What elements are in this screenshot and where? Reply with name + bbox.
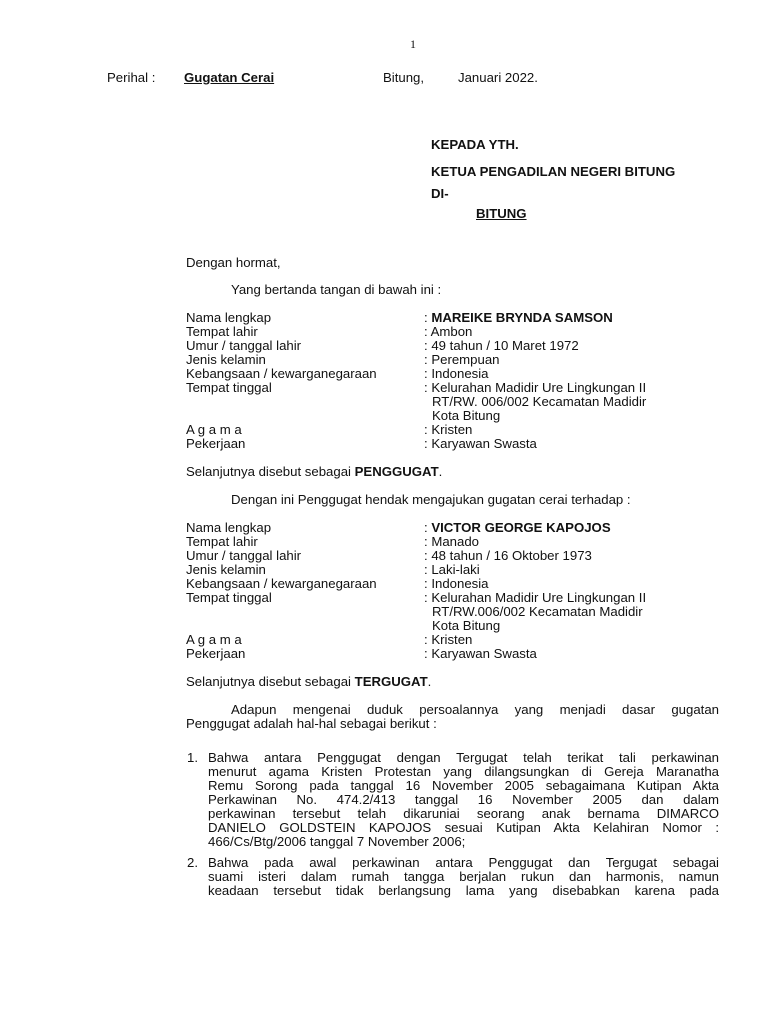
label-agama: A g a m a xyxy=(186,632,242,647)
point-1-line: perkawinan tersebut telah dikaruniai seorang anak bernama DIMARCO xyxy=(208,806,719,821)
label-tempat-lahir: Tempat lahir xyxy=(186,324,258,339)
penggugat-umur: : 49 tahun / 10 Maret 1972 xyxy=(424,338,579,353)
penggugat-jenis-kelamin: : Perempuan xyxy=(424,352,500,367)
addressee-line-2: KETUA PENGADILAN NEGERI BITUNG xyxy=(431,164,676,179)
penggugat-tempat-tinggal-2: RT/RW. 006/002 Kecamatan Madidir xyxy=(432,394,647,409)
label-kebangsaan: Kebangsaan / kewarganegaraan xyxy=(186,576,377,591)
addressee-line-3: DI- xyxy=(431,186,449,201)
tergugat-tempat-tinggal-3: Kota Bitung xyxy=(432,618,501,633)
addressee-line-4: BITUNG xyxy=(476,206,527,221)
label-tempat-lahir: Tempat lahir xyxy=(186,534,258,549)
perihal-label: Perihal : xyxy=(107,70,156,85)
penggugat-designation: Selanjutnya disebut sebagai PENGGUGAT. xyxy=(186,464,443,479)
intro-text: Yang bertanda tangan di bawah ini : xyxy=(231,282,442,297)
perihal-value: Gugatan Cerai xyxy=(184,70,275,85)
penggugat-nama: : MAREIKE BRYNDA SAMSON xyxy=(424,310,613,325)
penggugat-tempat-lahir: : Ambon xyxy=(424,324,473,339)
penggugat-pekerjaan: : Karyawan Swasta xyxy=(424,436,537,451)
label-umur: Umur / tanggal lahir xyxy=(186,548,302,563)
point-1-line: Remu Sorong pada tanggal 16 November 2005 sebagaimana Kutipan Akta xyxy=(208,778,719,793)
tergugat-tempat-lahir: : Manado xyxy=(424,534,479,549)
label-nama: Nama lengkap xyxy=(186,520,272,535)
tergugat-tempat-tinggal-2: RT/RW.006/002 Kecamatan Madidir xyxy=(432,604,643,619)
label-jenis-kelamin: Jenis kelamin xyxy=(186,562,266,577)
penggugat-tempat-tinggal-1: : Kelurahan Madidir Ure Lingkungan II xyxy=(424,380,647,395)
label-umur: Umur / tanggal lahir xyxy=(186,338,302,353)
point-2-line: keadaan tersebut tidak berlangsung lama yang disebabkan karena pada xyxy=(208,883,719,898)
tergugat-jenis-kelamin: : Laki-laki xyxy=(424,562,480,577)
point-1-line: menurut agama Kristen Protestan yang dilangsungkan di Gereja Maranatha xyxy=(208,764,719,779)
label-tempat-tinggal: Tempat tinggal xyxy=(186,380,272,395)
addressee-line-1: KEPADA YTH. xyxy=(431,137,519,152)
date: Januari 2022. xyxy=(458,70,538,85)
tergugat-pekerjaan: : Karyawan Swasta xyxy=(424,646,537,661)
point-2-line: suami isteri dalam rumah tangga berjalan rukun dan harmonis, namun xyxy=(208,869,719,884)
greeting: Dengan hormat, xyxy=(186,255,281,270)
point-2-line: Bahwa pada awal perkawinan antara Penggugat dan Tergugat sebagai xyxy=(208,855,719,870)
label-agama: A g a m a xyxy=(186,422,242,437)
penggugat-kebangsaan: : Indonesia xyxy=(424,366,489,381)
point-1-line: Perkawinan No. 474.2/413 tanggal 16 November 2005 dan dalam xyxy=(208,792,719,807)
point-1-number: 1. xyxy=(187,750,198,765)
label-nama: Nama lengkap xyxy=(186,310,272,325)
transition-text: Dengan ini Penggugat hendak mengajukan gugatan cerai terhadap : xyxy=(231,492,631,507)
penggugat-agama: : Kristen xyxy=(424,422,473,437)
point-1-line: DANIELO GOLDSTEIN KAPOJOS sesuai Kutipan Akta Kelahiran Nomor : xyxy=(208,820,719,835)
tergugat-designation: Selanjutnya disebut sebagai TERGUGAT. xyxy=(186,674,432,689)
tergugat-kebangsaan: : Indonesia xyxy=(424,576,489,591)
penggugat-tempat-tinggal-3: Kota Bitung xyxy=(432,408,501,423)
page-number: 1 xyxy=(410,37,416,51)
point-1-line: Bahwa antara Penggugat dengan Tergugat telah terikat tali perkawinan xyxy=(208,750,719,765)
tergugat-umur: : 48 tahun / 16 Oktober 1973 xyxy=(424,548,592,563)
point-1-line: 466/Cs/Btg/2006 tanggal 7 November 2006; xyxy=(208,834,466,849)
label-tempat-tinggal: Tempat tinggal xyxy=(186,590,272,605)
tergugat-agama: : Kristen xyxy=(424,632,473,647)
basis-line-1: Adapun mengenai duduk persoalannya yang menjadi dasar gugatan xyxy=(231,702,719,717)
label-kebangsaan: Kebangsaan / kewarganegaraan xyxy=(186,366,377,381)
label-pekerjaan: Pekerjaan xyxy=(186,646,246,661)
tergugat-nama: : VICTOR GEORGE KAPOJOS xyxy=(424,520,611,535)
label-jenis-kelamin: Jenis kelamin xyxy=(186,352,266,367)
place: Bitung, xyxy=(383,70,425,85)
label-pekerjaan: Pekerjaan xyxy=(186,436,246,451)
tergugat-tempat-tinggal-1: : Kelurahan Madidir Ure Lingkungan II xyxy=(424,590,647,605)
basis-line-2: Penggugat adalah hal-hal sebagai berikut : xyxy=(186,716,437,731)
point-2-number: 2. xyxy=(187,855,198,870)
